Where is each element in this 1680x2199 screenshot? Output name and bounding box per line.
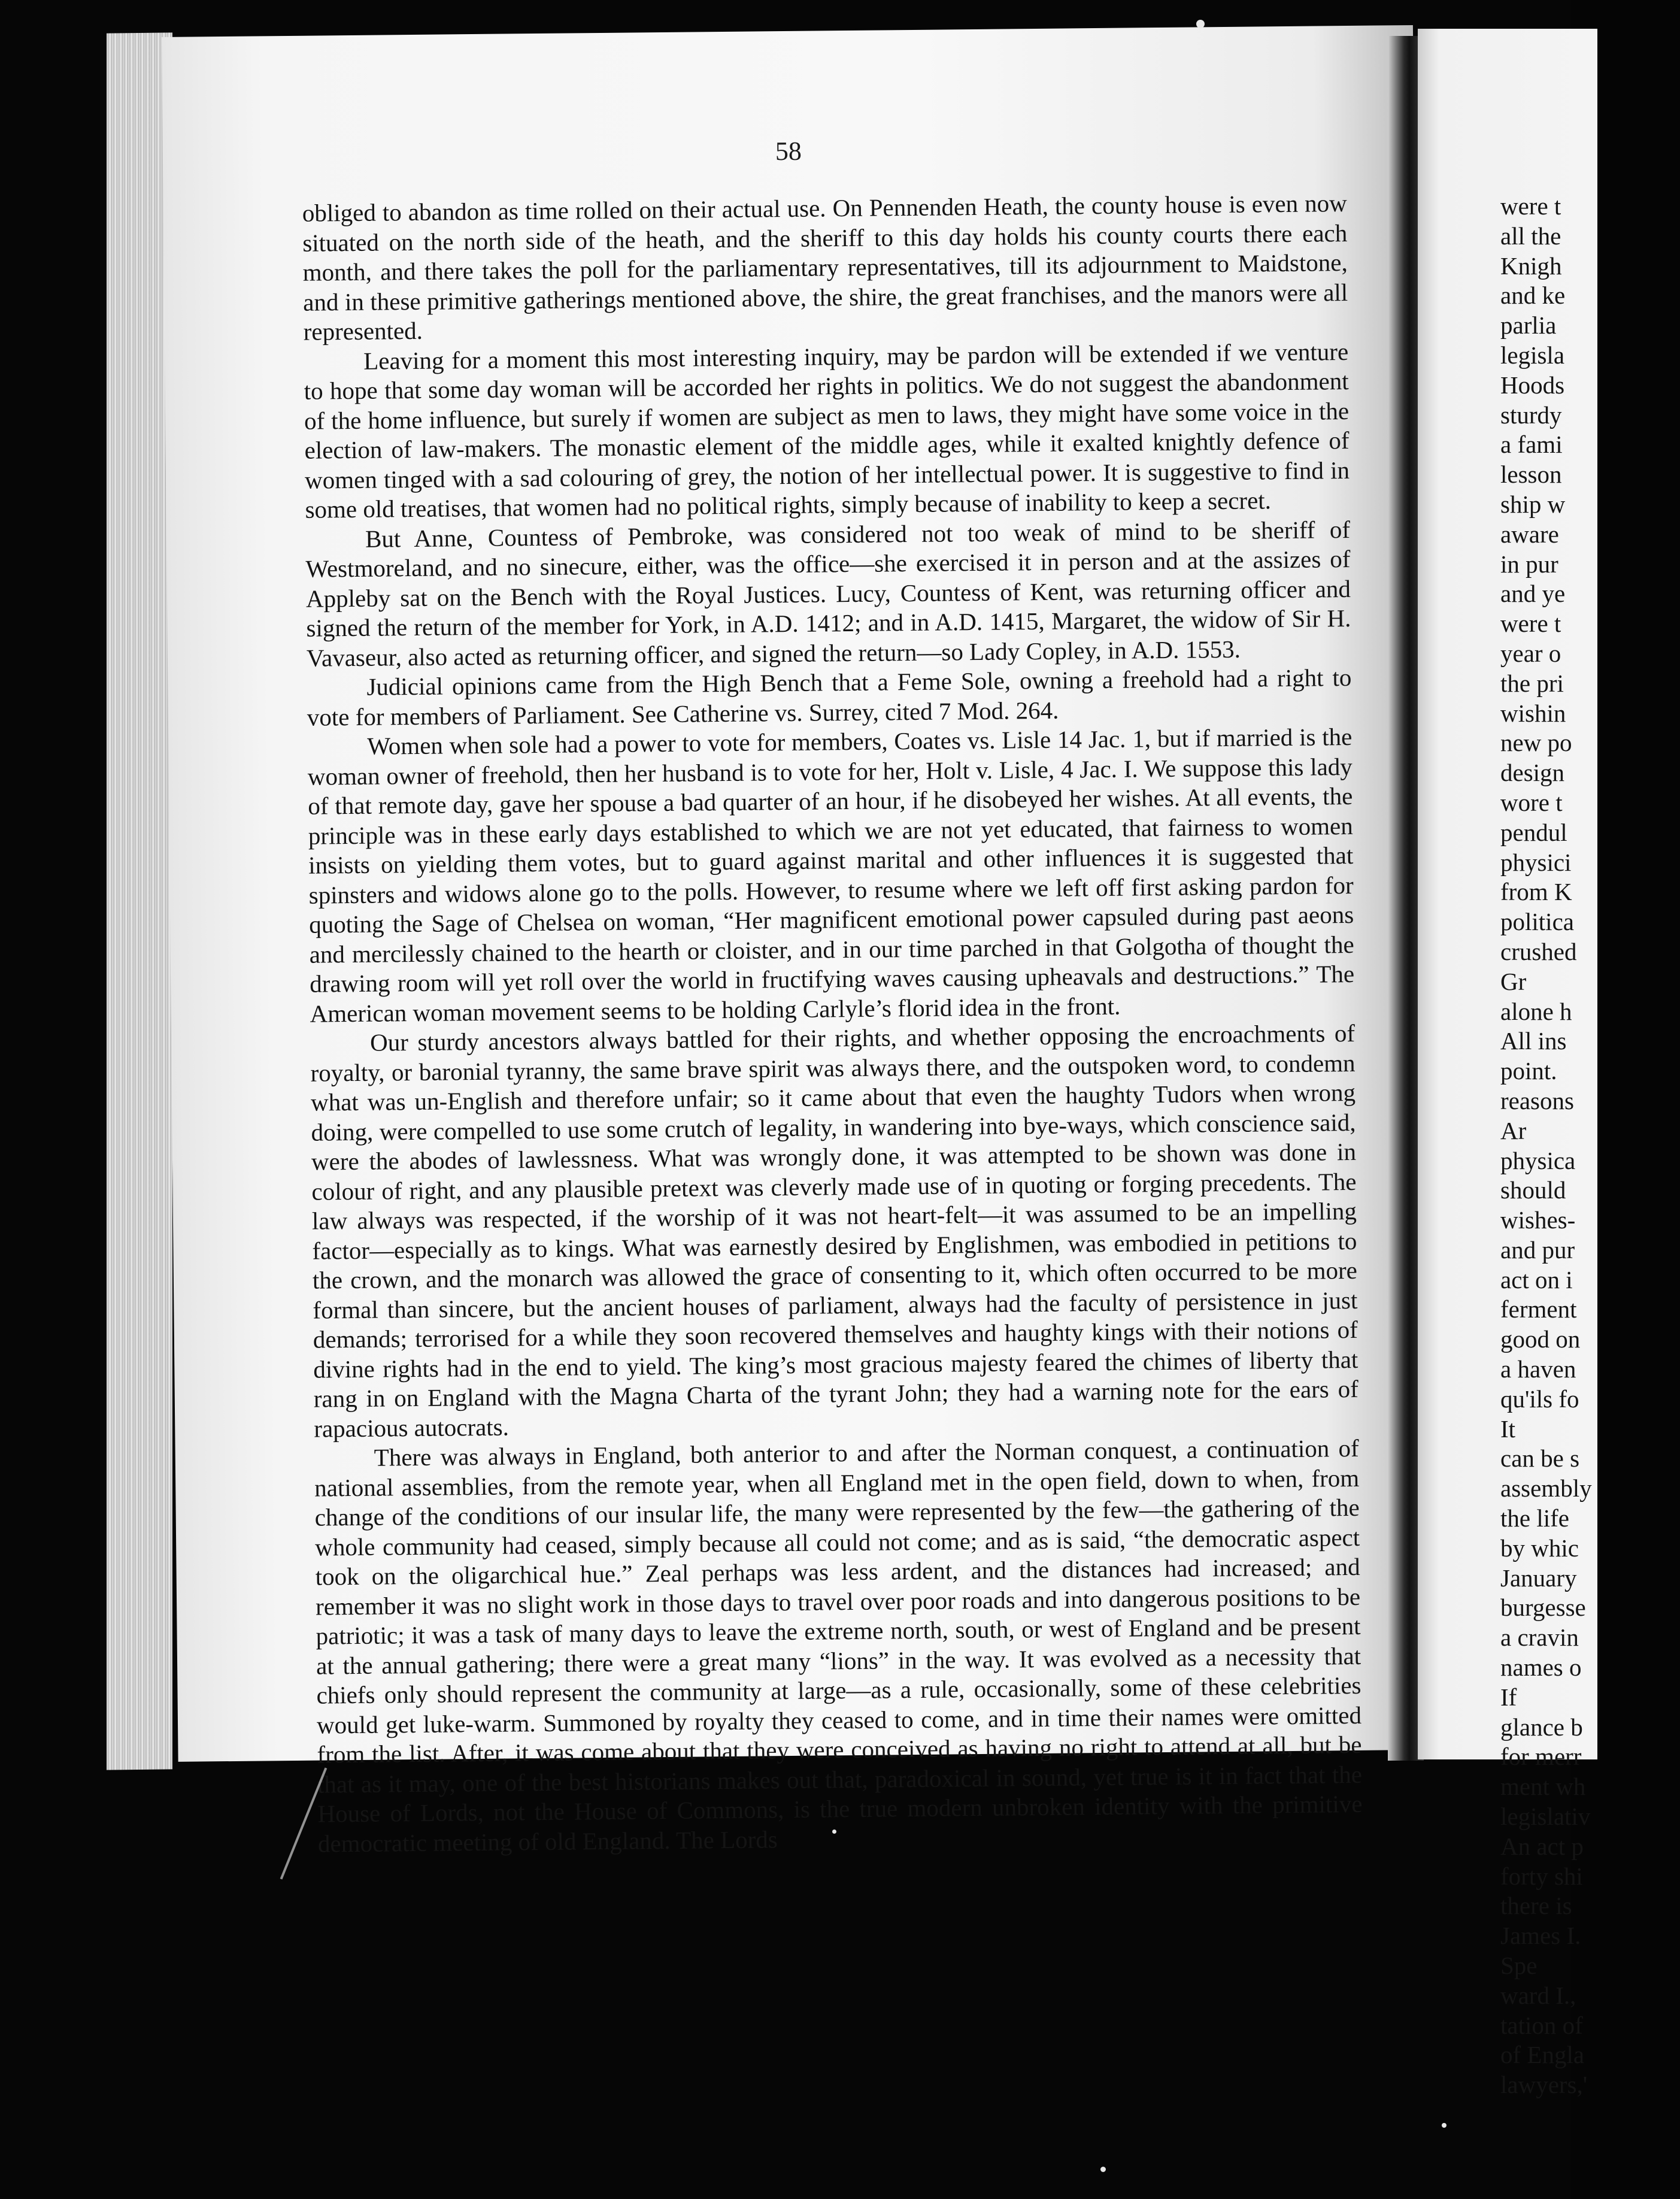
right-page-line: physici (1500, 848, 1572, 876)
right-page-line: by whic (1500, 1534, 1579, 1562)
right-page-line: in pur (1500, 550, 1558, 578)
right-page-line: new po (1500, 729, 1572, 757)
right-page-line: ship w (1500, 490, 1566, 518)
right-page-line: for merr (1500, 1743, 1582, 1771)
film-speck (1442, 2123, 1447, 2128)
right-page-line: politica (1500, 908, 1574, 936)
right-page-line: sturdy (1500, 401, 1562, 429)
right-page-line: crushed (1500, 937, 1577, 965)
paragraph: Leaving for a moment this most interesting inquiry, may be pardon will be extended if we venture to hope that some day woman will be accorded her rights in politics. We do not suggest the abandonment of the home influence, but surely if women are subject as men to laws, they might have some voice in the election of law-makers. The monastic element of the middle ages, while it exalted knightly defence of women tinged with a sad colouring of grey, the notion of her intellectual power. It is suggestive to find in some old treatises, that women had no political rights, simply because of inability to keep a secret. (304, 337, 1350, 523)
paragraph: obliged to abandon as time rolled on their actual use. On Pennenden Heath, the county house is even now situated on the north side of the heath, and the sheriff to this day holds his county courts there each month, and there takes the poll for the parliamentary representatives, till its adjournment to Maidstone, and in these primitive gatherings mentioned above, the shire, the great franchises, and the manors were all represented. (302, 189, 1348, 346)
right-page-line: assembly (1500, 1474, 1592, 1503)
right-page-line: ment wh (1500, 1773, 1586, 1801)
right-page-line: An act p (1500, 1832, 1584, 1860)
film-speck (832, 1830, 836, 1834)
right-page-line: physica (1500, 1146, 1576, 1174)
right-page-line: the pri (1500, 669, 1564, 697)
right-page-line: wishes- (1500, 1206, 1576, 1234)
page-number: 58 (775, 136, 802, 166)
right-page-line: tation of (1500, 2011, 1583, 2039)
right-page-line: wishin (1500, 699, 1566, 727)
right-page-line: a haven (1500, 1355, 1576, 1383)
right-page-line: January (1500, 1564, 1577, 1592)
right-page-line: design (1500, 759, 1565, 787)
right-page-line: names o (1500, 1653, 1582, 1682)
right-page-line: It (1500, 1414, 1516, 1443)
right-page-line: Ar (1500, 1116, 1527, 1144)
right-page-line: legisla (1500, 341, 1565, 369)
right-page-line: Hoods (1500, 371, 1565, 399)
right-page-line: all the (1500, 222, 1561, 250)
right-page-line: parlia (1500, 311, 1557, 340)
right-page-line: Knigh (1500, 252, 1562, 280)
right-page-line: qu'ils fo (1500, 1385, 1579, 1413)
right-page-line: aware (1500, 520, 1559, 548)
paragraph: Our sturdy ancestors always battled for their rights, and whether opposing the encroachments of royalty, or baronial tyranny, the same brave spirit was always there, and the outspoken word, to condemn what was un-English and therefore unfair; so it came about that even the haughty Tudors when wrong doing, were compelled to use some crutch of legality, in wandering into bye-ways, which conscience said, were the abodes of lawlessness. What was wrongly done, it was attempted to be shown was done in colour of right, and any plausible pretext was cleverly made use of in quoting or forging precedents. The law always was respected, if the worship of it was not heart-felt—it was assumed to be an impelling factor—especially as to kings. What was earnestly desired by Englishmen, was embodied in petitions to the crown, and the monarch was allowed the grace of consenting to it, which often occurred to be more formal than sincere, but the ancient houses of parliament, always had the faculty of persistence in just demands; terrorised for a while they soon recovered themselves and haughty kings with their notions of divine rights had in the end to yield. The king’s most gracious majesty feared the chimes of liberty that rang in on England with the Magna Charta of the tyrant John; they had a warning note for the ears of rapacious autocrats. (310, 1019, 1358, 1443)
right-page-line: were t (1500, 610, 1561, 638)
right-page-line: lesson (1500, 461, 1562, 489)
right-page (1418, 29, 1597, 2099)
right-page-line: act on i (1500, 1265, 1573, 1294)
right-page-line: point. (1500, 1057, 1557, 1085)
right-page-line: a cravin (1500, 1623, 1579, 1652)
paragraph: Women when sole had a power to vote for members, Coates vs. Lisle 14 Jac. 1, but if married is the woman owner of freehold, then her husband is to vote for her, Holt v. Lisle, 4 Jac. I. We suppose this lady of that remote day, gave her spouse a bad quarter of an hour, if he disobeyed her wishes. At all events, the principle was in these early days established to which we are not yet educated, that fairness to women insists on yielding them votes, but to guard against marital and other influences it is suggested that spinsters and widows alone go to the polls. However, to resume where we left off first asking pardon for quoting the Sage of Chelsea on woman, “Her magnificent emotional power capsuled during past aeons and mercilessly chained to the hearth or cloister, and in our time parched in that Golgotha of thought the drawing room will yet roll over the world in fructifying waves causing upheavals and destructions.” The American woman movement seems to be holding Carlyle’s florid idea in the front. (307, 722, 1355, 1028)
right-page-line: legislativ (1500, 1803, 1591, 1831)
right-page-line: and ke (1500, 281, 1566, 310)
right-page-line: there is (1500, 1892, 1572, 1920)
film-speck (1100, 2167, 1106, 2172)
right-page-line: lawyers,' (1500, 2071, 1588, 2099)
right-page-line: Gr (1500, 967, 1527, 995)
left-page (162, 25, 1430, 1858)
paragraph: Judicial opinions came from the High Bench that a Feme Sole, owning a freehold had a right to vote for members of Parliament. See Catherine vs. Surrey, cited 7 Mod. 264. (307, 663, 1352, 731)
right-page-line: a fami (1500, 431, 1563, 459)
right-page-line: from K (1500, 878, 1572, 906)
body-text (302, 189, 1363, 1859)
right-page-line: pendul (1500, 818, 1567, 846)
right-page-line: ward I., (1500, 1981, 1576, 2009)
page-edge-stack (107, 32, 172, 1770)
right-page-line: forty shi (1500, 1862, 1583, 1890)
right-page-line: wore t (1500, 788, 1563, 816)
right-page-line: and pur (1500, 1235, 1575, 1264)
right-page-line: and ye (1500, 580, 1566, 608)
right-page-line: All ins (1500, 1027, 1567, 1055)
right-page-line: If (1500, 1683, 1517, 1711)
right-page-line: were t (1500, 192, 1561, 220)
right-page-line: year o (1500, 639, 1561, 667)
right-page-line: the life (1500, 1504, 1569, 1532)
right-page-line: good on (1500, 1325, 1581, 1353)
right-page-line: of Engla (1500, 2041, 1585, 2069)
right-page-line: should (1500, 1176, 1566, 1204)
right-page-line: alone h (1500, 997, 1572, 1025)
right-page-line: Spe (1500, 1952, 1538, 1980)
right-page-line: glance b (1500, 1713, 1583, 1741)
film-speck (1196, 20, 1205, 28)
right-page-text (1500, 192, 1680, 2100)
paragraph: But Anne, Countess of Pembroke, was considered not too weak of mind to be sheriff of Westmoreland, and no sinecure, either, was the office—she exercised it in person and at the assizes of Appleby sat on the Bench with the Royal Justices. Lucy, Countess of Kent, was returning officer and signed the return of the member for York, in A.D. 1412; and in A.D. 1415, Margaret, the widow of Sir H. Vavaseur, also acted as returning officer, and signed the return—so Lady Copley, in A.D. 1553. (305, 515, 1351, 672)
right-page-line: can be s (1500, 1444, 1580, 1473)
paragraph: There was always in England, both anterior to and after the Norman conquest, a continuation of national assemblies, from the remote year, when all England met in the open field, down to when, from change of the conditions of our insular life, the many were represented by the few—the gathering of the whole community had ceased, simply because all could not come; and as is said, “the democratic aspect took on the oligarchical hue.” Zeal perhaps was less ardent, and the distances had increased; and remember it was no slight work in those days to travel over poor roads and into dangerous positions to be patriotic; it was a task of many days to leave the extreme north, south, or west of England and be present at the annual gathering; there were a great many “lions” in the way. It was evolved as a necessity that chiefs only should represent the community at large—as a rule, occasionally, some of these celebrities would get luke-warm. Summoned by royalty they ceased to come, and in time their names were omitted from the list. After, it was come about that they were conceived as having no right to attend at all, but be that as it may, one of the best historians makes out that, paradoxical in sound, yet true is it in fact that the House of Lords, not the House of Commons, is the true modern unbroken identity with the primitive democratic meeting of old England. The Lords (314, 1434, 1363, 1858)
right-page-line: ferment (1500, 1295, 1577, 1323)
right-page-line: reasons (1500, 1086, 1574, 1114)
right-page-line: burgesse (1500, 1594, 1586, 1622)
right-page-line: James I. (1500, 1922, 1581, 1950)
